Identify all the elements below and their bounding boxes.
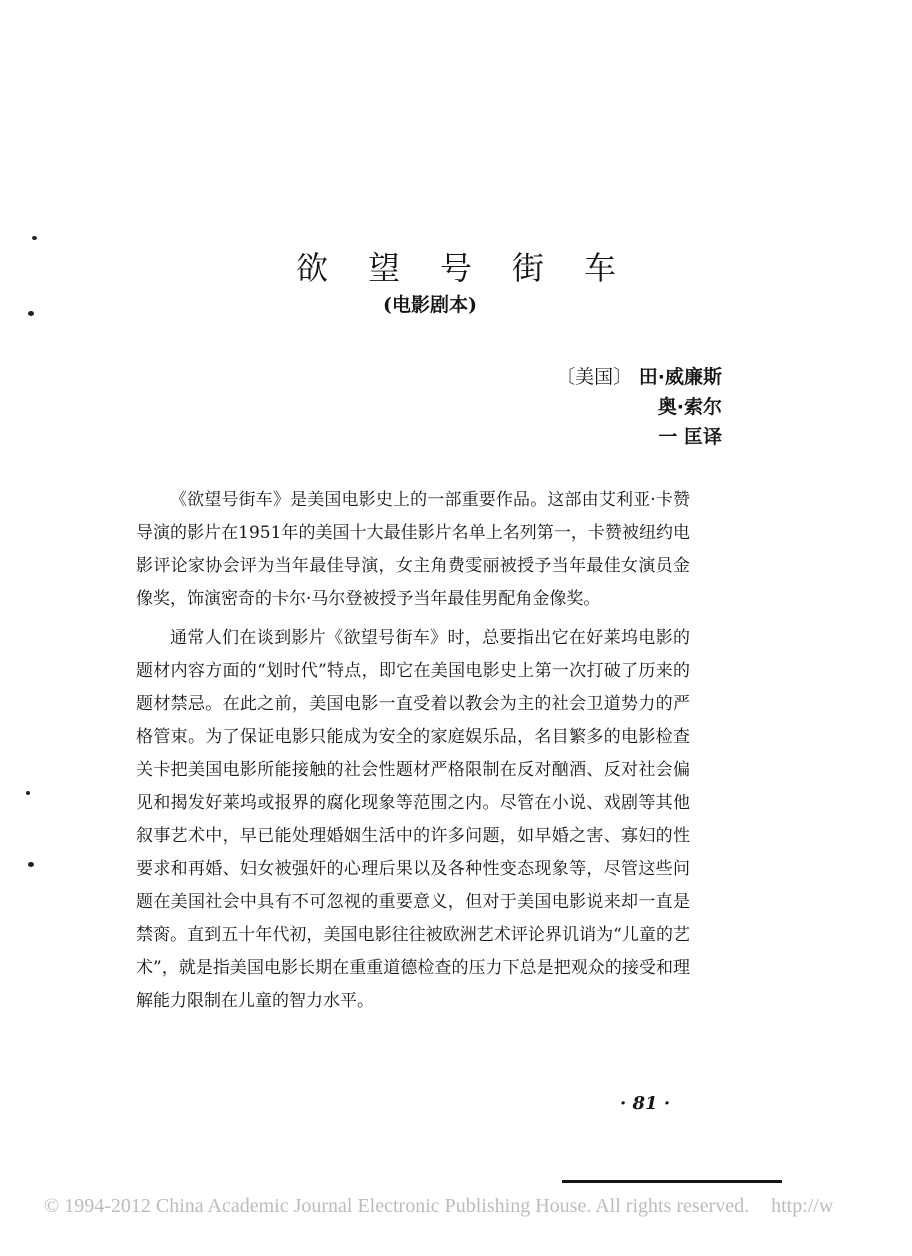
copyright-text: © 1994-2012 China Academic Journal Electronic Publishing House. All rights reserved. xyxy=(44,1195,750,1217)
article-body xyxy=(136,484,690,1024)
article-subtitle: (电影剧本) xyxy=(383,294,477,316)
paragraph-2: 通常人们在谈到影片《欲望号街车》时，总要指出它在好莱坞电影的题材内容方面的“划时代”特点，即它在美国电影史上第一次打破了历来的题材禁忌。在此之前，美国电影一直受着以教会为主的社会卫道势力的严格管束。为了保证电影只能成为安全的家庭娱乐品，名目繁多的电影检查关卡把美国电影所能接触的社会性题材严格限制在反对酗酒、反对社会偏见和揭发好莱坞或报界的腐化现象等范围之内。尽管在小说、戏剧等其他叙事艺术中，早已能处理婚姻生活中的许多问题，如早婚之害、寡妇的性要求和再婚、妇女被强奸的心理后果以及各种性变态现象等，尽管这些问题在美国社会中具有不可忽视的重要意义，但对于美国电影说来却一直是禁脔。直到五十年代初，美国电影往往被欧洲艺术评论界讥诮为“儿童的艺术”，就是指美国电影长期在重重道德检查的压力下总是把观众的接受和理解能力限制在儿童的智力水平。 xyxy=(136,628,690,1011)
article-title: 欲望号街车 xyxy=(295,249,656,288)
scan-speck xyxy=(32,236,37,240)
scan-speck xyxy=(26,791,30,795)
author-name-1: 田·威廉斯 xyxy=(638,366,722,388)
author-country: 〔美国〕 xyxy=(556,366,633,388)
translator-credit: 一 匡译 xyxy=(658,426,722,448)
footer-rule xyxy=(562,1180,782,1183)
page-number: · 81 · xyxy=(620,1093,671,1114)
author-line-1 xyxy=(556,362,722,392)
footer-url: http://w xyxy=(771,1195,834,1217)
scan-speck xyxy=(28,862,34,867)
paragraph-1: 《欲望号街车》是美国电影史上的一部重要作品。这部由艾利亚·卡赞导演的影片在1951年的美国十大最佳影片名单上名列第一，卡赞被纽约电影评论家协会评为当年最佳导演，女主角费雯丽被授予当年最佳女演员金像奖，饰演密奇的卡尔·马尔登被授予当年最佳男配角金像奖。 xyxy=(136,490,690,609)
author-block xyxy=(556,362,722,452)
copyright-footer xyxy=(44,1195,912,1218)
author-name-2: 奥·索尔 xyxy=(657,396,722,418)
